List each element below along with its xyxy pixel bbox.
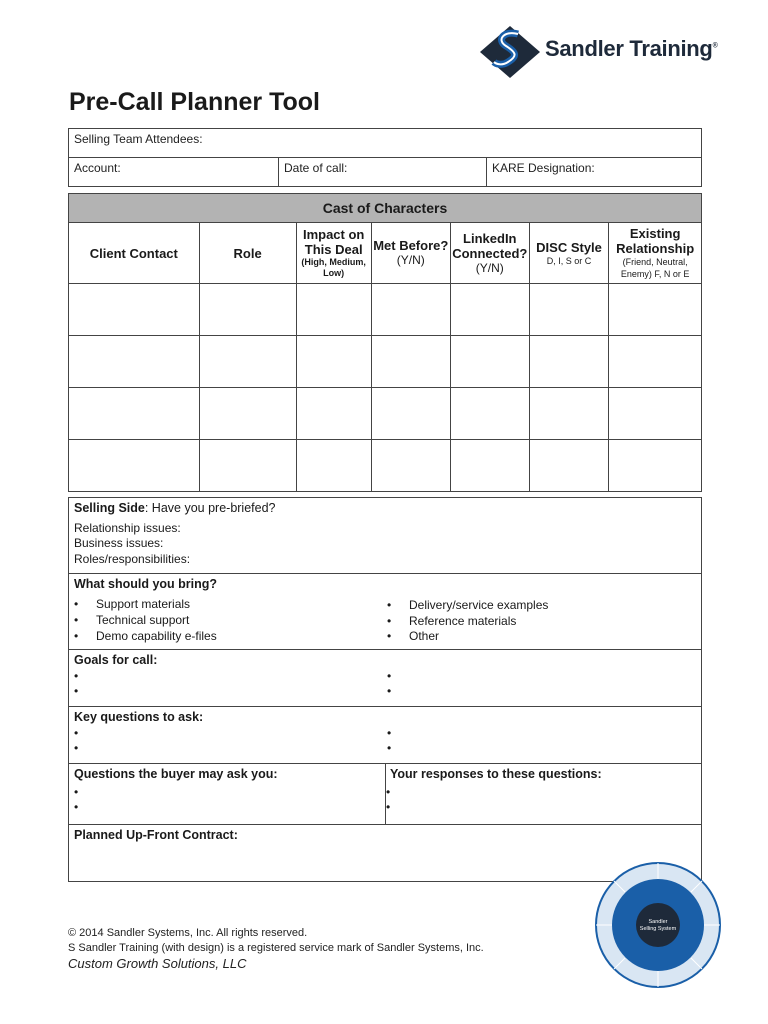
col-role: Role bbox=[199, 223, 296, 284]
kare-label: KARE Designation: bbox=[492, 161, 595, 175]
table-row bbox=[69, 440, 702, 492]
contract-heading: Planned Up-Front Contract: bbox=[74, 828, 238, 842]
responses-heading: Your responses to these questions: bbox=[390, 767, 602, 781]
account-field[interactable] bbox=[68, 157, 279, 187]
col-disc: DISC Style D, I, S or C bbox=[529, 223, 609, 284]
page-title: Pre-Call Planner Tool bbox=[69, 88, 320, 116]
cast-heading: Cast of Characters bbox=[69, 194, 702, 223]
col-met-before: Met Before? (Y/N) bbox=[371, 223, 450, 284]
responses-section[interactable]: Your responses to these questions: • • bbox=[385, 763, 702, 825]
table-row bbox=[69, 388, 702, 440]
attendees-label: Selling Team Attendees: bbox=[74, 132, 203, 146]
business-issues-label: Business issues: bbox=[74, 536, 164, 550]
bring-item[interactable]: Other bbox=[409, 629, 440, 643]
bring-item[interactable]: Demo capability e-files bbox=[96, 629, 217, 643]
bring-section: What should you bring? • Support materials • Technical support • Demo capability e-files • Delivery/service examples • Reference materials • Other bbox=[68, 573, 702, 650]
bring-item[interactable]: Technical support bbox=[96, 613, 190, 627]
brand-name: Sandler Training® bbox=[545, 36, 718, 61]
buyer-questions-heading: Questions the buyer may ask you: bbox=[74, 767, 278, 781]
cast-table bbox=[68, 193, 702, 492]
bring-item[interactable]: Support materials bbox=[96, 597, 191, 611]
goals-section[interactable]: Goals for call: • • • • bbox=[68, 649, 702, 707]
col-impact: Impact on This Deal (High, Medium, Low) bbox=[296, 223, 371, 284]
bring-heading: What should you bring? bbox=[74, 577, 218, 591]
table-row bbox=[69, 284, 702, 336]
copyright-text: © 2014 Sandler Systems, Inc. All rights reserved. bbox=[68, 927, 308, 939]
svg-text:Selling System: Selling System bbox=[639, 926, 677, 932]
table-row bbox=[69, 336, 702, 388]
roles-responsibilities-label: Roles/responsibilities: bbox=[74, 552, 191, 566]
relationship-issues-label: Relationship issues: bbox=[74, 521, 181, 535]
account-label: Account: bbox=[74, 161, 121, 175]
col-client-contact: Client Contact bbox=[69, 223, 200, 284]
bring-item[interactable]: Delivery/service examples bbox=[409, 598, 549, 612]
sandler-logo-icon bbox=[478, 24, 542, 80]
date-field[interactable] bbox=[278, 157, 487, 187]
selling-side-heading: Selling Side: Have you pre-briefed? bbox=[74, 501, 276, 515]
buyer-questions-section[interactable]: Questions the buyer may ask you: • • bbox=[68, 763, 386, 825]
sandler-wheel-icon bbox=[594, 861, 722, 989]
service-mark-text: S Sandler Training (with design) is a registered service mark of Sandler Systems, Inc. bbox=[68, 942, 484, 954]
goals-heading: Goals for call: bbox=[74, 653, 158, 667]
bring-item[interactable]: Reference materials bbox=[409, 614, 517, 628]
col-existing: Existing Relationship (Friend, Neutral, Enemy) F, N or E bbox=[609, 223, 702, 284]
kare-field[interactable] bbox=[486, 157, 702, 187]
attendees-field[interactable] bbox=[68, 128, 702, 158]
company-name: Custom Growth Solutions, LLC bbox=[68, 956, 247, 971]
key-questions-section[interactable]: Key questions to ask: • • • • bbox=[68, 706, 702, 764]
key-questions-heading: Key questions to ask: bbox=[74, 710, 204, 724]
svg-text:Sandler: Sandler bbox=[648, 919, 668, 925]
selling-side-section[interactable] bbox=[68, 497, 702, 574]
date-label: Date of call: bbox=[284, 161, 348, 175]
col-linkedin: LinkedIn Connected? (Y/N) bbox=[450, 223, 529, 284]
